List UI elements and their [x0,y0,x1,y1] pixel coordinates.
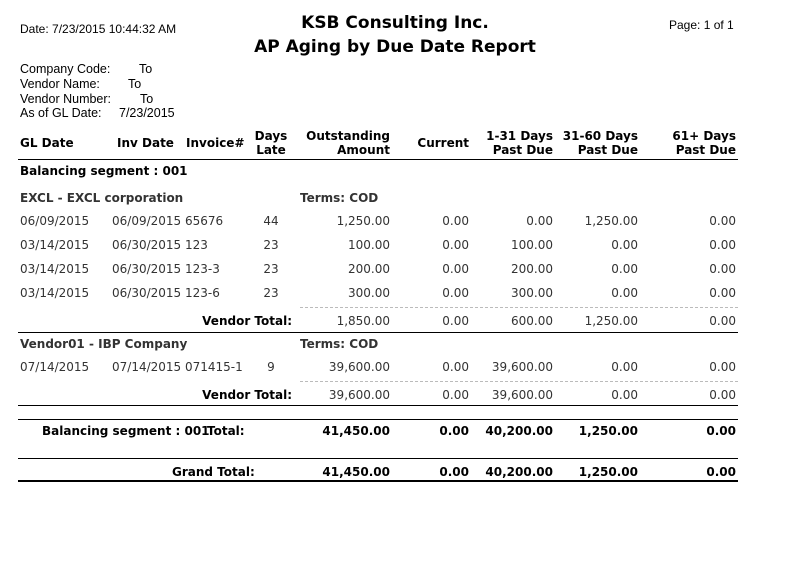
col-1-31 [480,129,553,157]
cell-days-late: 23 [263,286,279,300]
vendor-name: Vendor01 - IBP Company [20,337,188,351]
cell-61-plus: 0.00 [709,360,736,374]
cell-outstanding: 100.00 [348,238,390,252]
cell-gl-date: 03/14/2015 [20,286,90,300]
param-gl-date [20,106,175,120]
subtotal-rule [300,307,738,308]
cell-invoice: 071415-1 [185,360,243,374]
cell-days-late: 44 [263,214,279,228]
cell-1-31: 39,600.00 [491,360,553,374]
cell-current: 0.00 [442,238,469,252]
col-days-late-line2: Late [256,143,286,157]
segment-total-rule-top [18,419,738,420]
cell-current: 0.00 [442,286,469,300]
cell-61-plus: 0.00 [709,262,736,276]
cell-31-60: 1,250.00 [584,214,638,228]
cell-outstanding: 1,250.00 [336,214,390,228]
cell-31-60: 0.00 [611,238,638,252]
param-label: Company Code: [20,62,111,76]
vendor-rule [18,332,738,333]
cell-gl-date: 07/14/2015 [20,360,90,374]
cell-invoice: 65676 [185,214,224,228]
cell-outstanding: 300.00 [348,286,390,300]
col-gl-date: GL Date [20,136,74,150]
segment-total-word: Total: [207,424,245,438]
vendor-total-61-plus: 0.00 [709,388,736,402]
cell-inv-date: 06/30/2015 [112,238,182,252]
grand-total-61-plus: 0.00 [706,465,736,479]
col-31-60-line2: Past Due [577,143,638,157]
report-title: AP Aging by Due Date Report [254,37,536,57]
cell-days-late: 9 [267,360,275,374]
segment-total-amount: 41,450.00 [322,424,390,438]
cell-1-31: 300.00 [511,286,553,300]
col-61-plus-line2: Past Due [675,143,736,157]
grand-total-label: Grand Total: [172,465,255,479]
vendor-total-label: Vendor Total: [202,388,292,402]
segment-total-61-plus: 0.00 [706,424,736,438]
cell-days-late: 23 [263,238,279,252]
cell-inv-date: 06/30/2015 [112,286,182,300]
cell-invoice: 123-3 [185,262,220,276]
vendor-total-amount: 39,600.00 [328,388,390,402]
param-vendor-number [20,92,154,106]
col-1-31-line2: Past Due [492,143,553,157]
cell-days-late: 23 [263,262,279,276]
cell-inv-date: 06/30/2015 [112,262,182,276]
vendor-total-61-plus: 0.00 [709,314,736,328]
cell-gl-date: 03/14/2015 [20,262,90,276]
vendor-terms: Terms: COD [300,337,379,351]
vendor-terms: Terms: COD [300,191,379,205]
cell-gl-date: 03/14/2015 [20,238,90,252]
col-61-plus [660,129,736,157]
col-61-plus-line1: 61+ Days [672,129,736,143]
cell-inv-date: 06/09/2015 [112,214,182,228]
vendor-name: EXCL - EXCL corporation [20,191,184,205]
vendor-total-31-60: 1,250.00 [584,314,638,328]
param-value: To [140,92,154,106]
cell-outstanding: 200.00 [348,262,390,276]
cell-current: 0.00 [442,262,469,276]
vendor-total-label: Vendor Total: [202,314,292,328]
param-value: To [128,77,142,91]
vendor-total-current: 0.00 [442,388,469,402]
cell-1-31: 0.00 [526,214,553,228]
company-name: KSB Consulting Inc. [301,13,489,33]
col-days-late [250,129,292,157]
col-1-31-line1: 1-31 Days [486,129,553,143]
col-31-60-line1: 31-60 Days [562,129,638,143]
cell-61-plus: 0.00 [709,286,736,300]
header-rule [18,159,738,160]
cell-1-31: 100.00 [511,238,553,252]
cell-1-31: 200.00 [511,262,553,276]
grand-total-current: 0.00 [439,465,469,479]
param-vendor-name [20,77,142,91]
col-current: Current [417,136,469,150]
vendor-total-31-60: 0.00 [611,388,638,402]
param-label: Vendor Name: [20,77,100,91]
col-inv-date: Inv Date [117,136,174,150]
subtotal-rule [300,381,738,382]
cell-31-60: 0.00 [611,286,638,300]
cell-invoice: 123-6 [185,286,220,300]
cell-current: 0.00 [442,360,469,374]
col-days-late-line1: Days [254,129,288,143]
segment-total-31-60: 1,250.00 [578,424,638,438]
segment-heading: Balancing segment : 001 [20,164,188,178]
vendor-total-1-31: 39,600.00 [491,388,553,402]
col-outstanding-line1: Outstanding [306,129,390,143]
cell-current: 0.00 [442,214,469,228]
cell-61-plus: 0.00 [709,238,736,252]
col-outstanding [300,129,390,157]
grand-total-amount: 41,450.00 [322,465,390,479]
param-company-code [20,62,153,76]
cell-31-60: 0.00 [611,262,638,276]
param-label: Vendor Number: [20,92,112,106]
grand-total-rule-bottom [18,480,738,482]
segment-total-label: Balancing segment : 001 [42,424,210,438]
vendor-rule [18,405,738,406]
param-value: To [139,62,153,76]
col-31-60 [560,129,638,157]
col-outstanding-line2: Amount [337,143,390,157]
grand-total-31-60: 1,250.00 [578,465,638,479]
param-value: 7/23/2015 [119,106,175,120]
page-number: Page: 1 of 1 [669,18,734,32]
vendor-total-1-31: 600.00 [511,314,553,328]
vendor-total-amount: 1,850.00 [336,314,390,328]
report-date: Date: 7/23/2015 10:44:32 AM [20,22,177,36]
cell-outstanding: 39,600.00 [328,360,390,374]
segment-total-1-31: 40,200.00 [485,424,553,438]
cell-61-plus: 0.00 [709,214,736,228]
col-invoice: Invoice# [186,136,245,150]
grand-total-rule-top [18,458,738,459]
grand-total-1-31: 40,200.00 [485,465,553,479]
cell-invoice: 123 [185,238,208,252]
cell-31-60: 0.00 [611,360,638,374]
param-label: As of GL Date: [20,106,102,120]
cell-inv-date: 07/14/2015 [112,360,182,374]
vendor-total-current: 0.00 [442,314,469,328]
cell-gl-date: 06/09/2015 [20,214,90,228]
segment-total-current: 0.00 [439,424,469,438]
